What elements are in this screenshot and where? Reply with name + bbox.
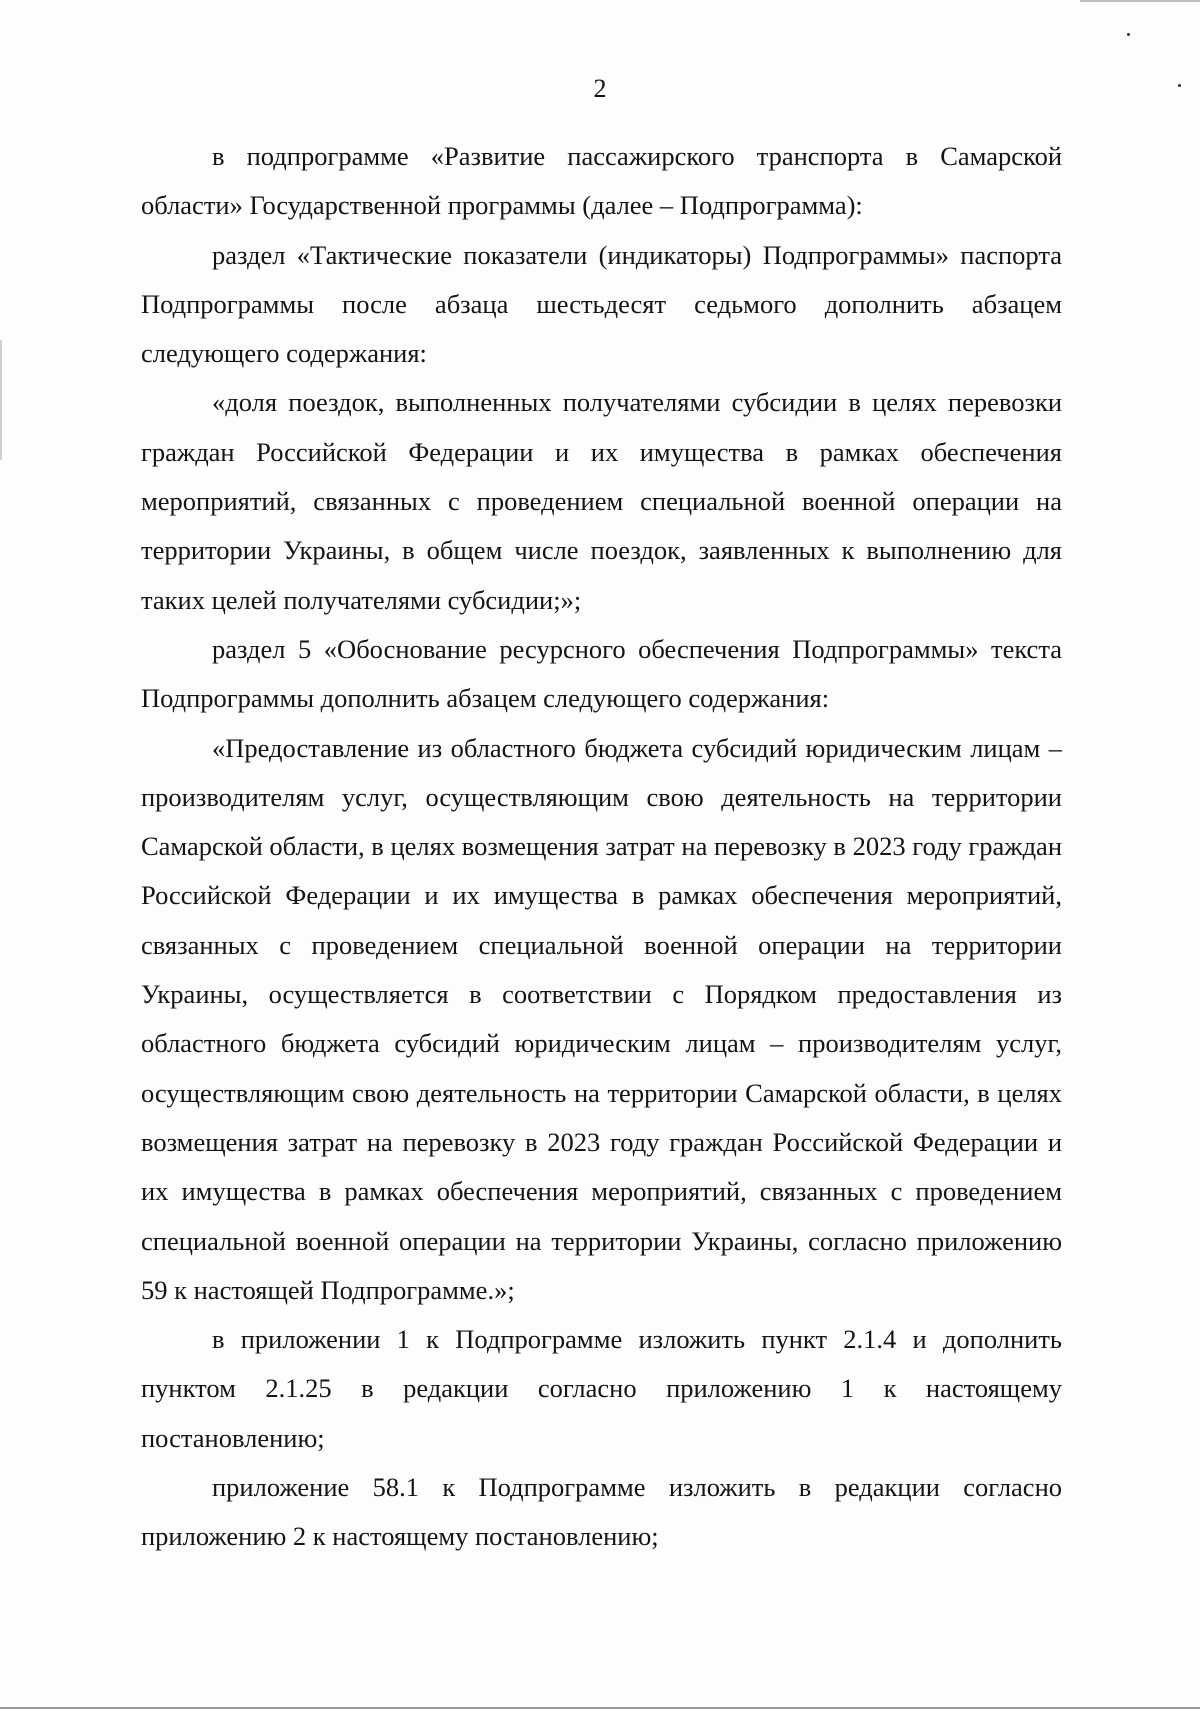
paragraph: раздел 5 «Обоснование ресурсного обеспечения Подпрограммы» текста Подпрограммы дополнить абзацем следующего содержания:	[141, 633, 1062, 714]
paragraph: приложение 58.1 к Подпрограмме изложить в редакции согласно приложению 2 к настоящему постановлению;	[141, 1472, 1062, 1552]
paragraph: в приложении 1 к Подпрограмме изложить пункт 2.1.4 и дополнить пунктом 2.1.25 в редакции согласно приложению 1 к настоящему постановлению;	[141, 1324, 1062, 1453]
scan-edge-left	[0, 340, 2, 460]
paragraph: раздел «Тактические показатели (индикаторы) Подпрограммы» паспорта Подпрограммы после абзаца шестьдесят седьмого дополнить абзацем следующего содержания:	[141, 239, 1062, 369]
page-number: 2	[593, 74, 607, 103]
paragraph: «Предоставление из областного бюджета субсидий юридическим лицам – производителям услуг, осуществляющим свою деятельность на территории Самарской области, в целях возмещения затрат на перевозку в 2023 году граждан Российской Федерации и их имущества в рамках обеспечения мероприятий, связанных с проведением специальной военной операции на территории Украины, осуществляется в соответствии с Порядком предоставления из областного бюджета субсидий юридическим лицам – производителям услуг, осуществляющим свою деятельность на территории Самарской области, в целях возмещения затрат на перевозку в 2023 году граждан Российской Федерации и их имущества в рамках обеспечения мероприятий, связанных с проведением специальной военной операции на территории Украины, согласно приложению 59 к настоящей Подпрограмме.»;	[141, 732, 1062, 1305]
scan-edge-top	[1080, 0, 1200, 2]
paragraph: в подпрограмме «Развитие пассажирского транспорта в Самарской области» Государственной программы (далее – Подпрограмма):	[141, 141, 1062, 221]
paragraph: «доля поездок, выполненных получателями субсидии в целях перевозки граждан Российской Федерации и их имущества в рамках обеспечения мероприятий, связанных с проведением специальной военной операции на территории Украины, в общем числе поездок, заявленных к выполнению для таких целей получателями субсидии;»;	[141, 387, 1062, 615]
document-body	[141, 132, 1062, 1562]
scan-speck	[1127, 33, 1130, 36]
